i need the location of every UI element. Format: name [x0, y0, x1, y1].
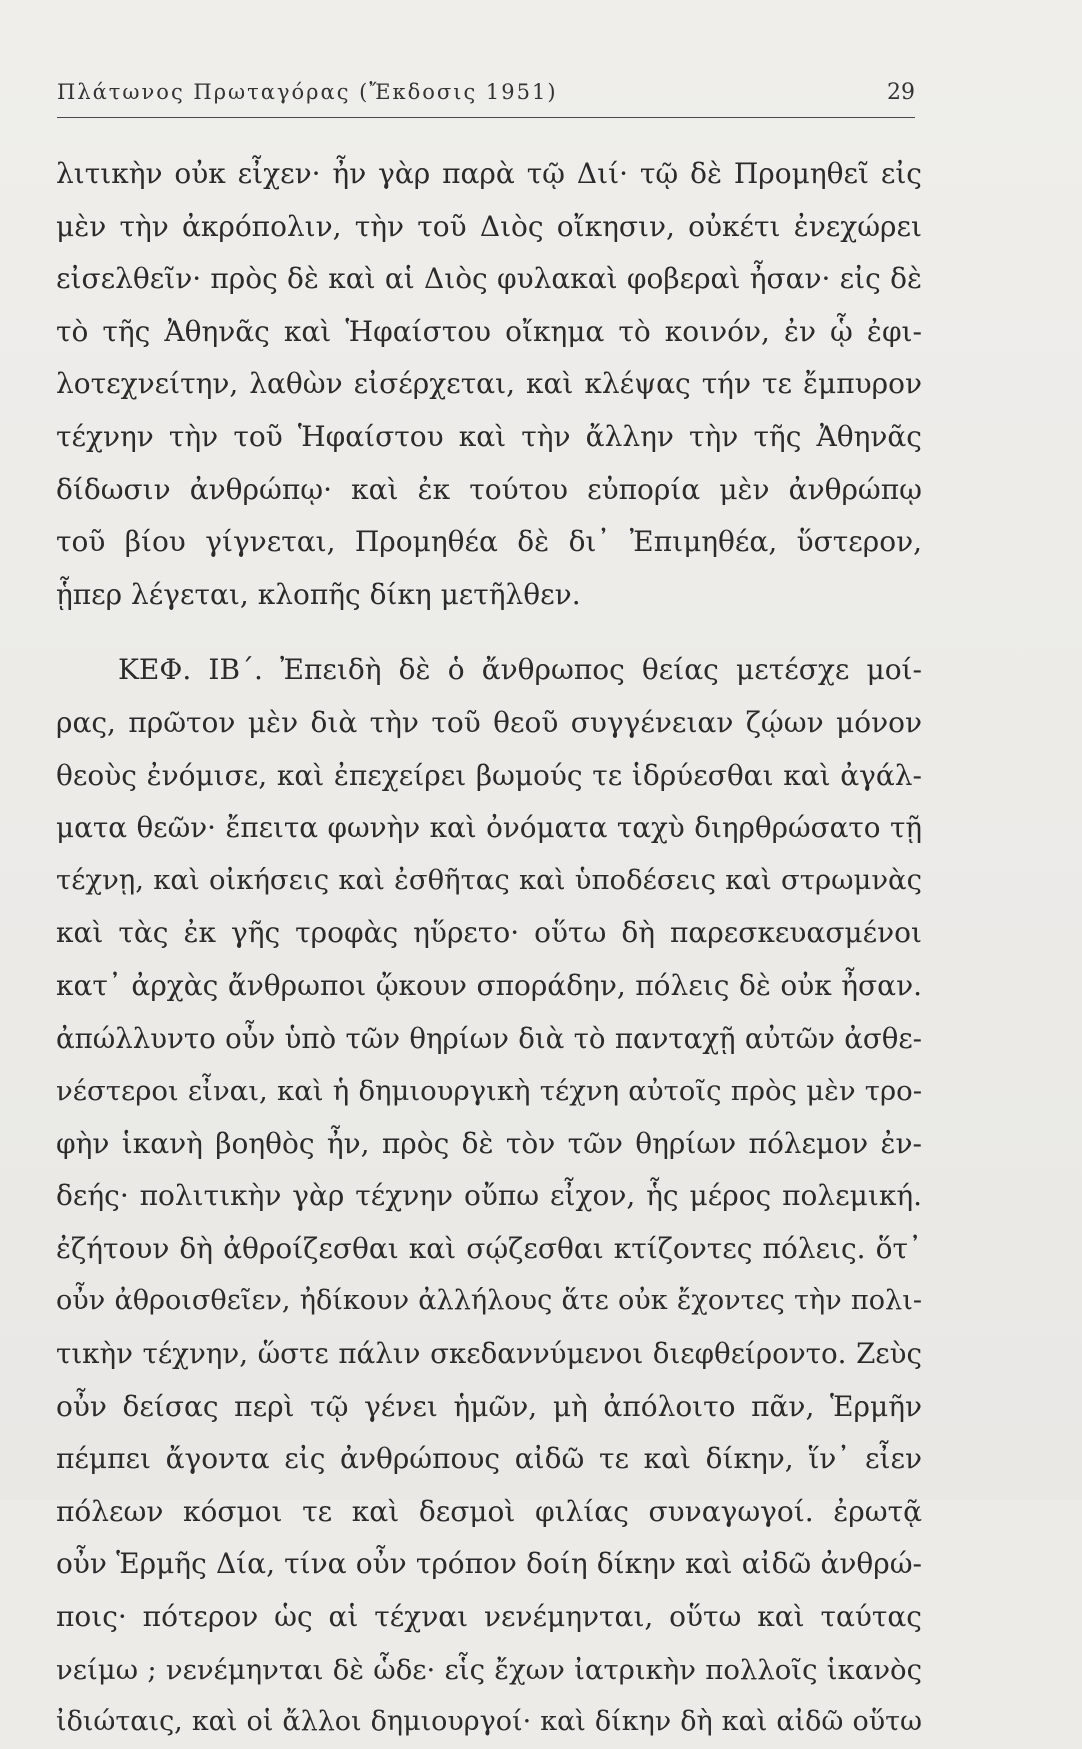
text-line: δίδωσιν ἀνθρώπῳ· καὶ ἐκ τούτου εὐπορία μὲν ἀνθρώπῳ — [56, 472, 922, 506]
text-line: ᾗπερ λέγεται, κλοπῆς δίκη μετῆλθεν. — [56, 577, 581, 611]
text-line: καὶ τὰς ἐκ γῆς τροφὰς ηὕρετο· οὕτω δὴ παρεσκευασμένοι — [56, 916, 922, 950]
text-line: οὖν ἀθροισθεῖεν, ἠδίκουν ἀλλήλους ἅτε οὐκ ἔχοντες τὴν πολι- — [56, 1285, 922, 1317]
paragraph-1 — [56, 148, 922, 621]
text-line: οὖν δείσας περὶ τῷ γένει ἡμῶν, μὴ ἀπόλοιτο πᾶν, Ἑρμῆν — [56, 1389, 922, 1423]
text-line: πέμπει ἄγοντα εἰς ἀνθρώπους αἰδῶ τε καὶ δίκην, ἵν᾽ εἶεν — [56, 1442, 922, 1476]
text-line: ἀπώλλυντο οὖν ὑπὸ τῶν θηρίων διὰ τὸ πανταχῇ αὐτῶν ἀσθε- — [56, 1021, 922, 1055]
text-line: λιτικὴν οὐκ εἶχεν· ἦν γὰρ παρὰ τῷ Διί· τῷ δὲ Προμηθεῖ εἰς — [56, 157, 922, 190]
text-line: κατ᾽ ἀρχὰς ἄνθρωποι ᾤκουν σποράδην, πόλεις δὲ οὐκ ἦσαν. — [56, 968, 922, 1002]
page-number: 29 — [887, 80, 915, 105]
paragraph-gap — [56, 621, 922, 644]
text-line: ρας, πρῶτον μὲν διὰ τὴν τοῦ θεοῦ συγγένειαν ζῴων μόνον — [56, 705, 922, 739]
text-line: οὖν Ἑρμῆς Δία, τίνα οὖν τρόπον δοίη δίκην καὶ αἰδῶ ἀνθρώ- — [56, 1547, 922, 1581]
chapter-heading-line: ΚΕΦ. ΙΒ΄. Ἐπειδὴ δὲ ὁ ἄνθρωπος θείας μετέσχε μοί- — [118, 653, 922, 687]
page-header — [57, 80, 917, 114]
text-line: τοῦ βίου γίγνεται, Προμηθέα δὲ δι᾽ Ἐπιμηθέα, ὕστερον, — [56, 525, 922, 559]
running-title: Πλάτωνος Πρωταγόρας (Ἔκδοσις 1951) — [57, 80, 558, 104]
body-text — [56, 148, 922, 1749]
text-line: ἰδιώταις, καὶ οἱ ἄλλοι δημιουργοί· καὶ δίκην δὴ καὶ αἰδῶ οὕτω — [56, 1706, 922, 1738]
text-line: δεής· πολιτικὴν γὰρ τέχνην οὔπω εἶχον, ἧς μέρος πολεμική. — [56, 1179, 922, 1213]
paragraph-2 — [56, 644, 922, 1748]
text-line: τικὴν τέχνην, ὥστε πάλιν σκεδαννύμενοι διεφθείροντο. Ζεὺς — [56, 1337, 922, 1371]
text-line: ματα θεῶν· ἔπειτα φωνὴν καὶ ὀνόματα ταχὺ διηρθρώσατο τῇ — [56, 811, 922, 845]
text-line: ποις· πότερον ὡς αἱ τέχναι νενέμηνται, οὕτω καὶ ταύτας — [56, 1600, 922, 1634]
text-line: λοτεχνείτην, λαθὼν εἰσέρχεται, καὶ κλέψας τήν τε ἔμπυρον — [56, 367, 922, 401]
text-line: τέχνῃ, καὶ οἰκήσεις καὶ ἐσθῆτας καὶ ὑποδέσεις καὶ στρωμνὰς — [56, 864, 922, 896]
text-line: πόλεων κόσμοι τε καὶ δεσμοὶ φιλίας συναγωγοί. ἐρωτᾷ — [56, 1494, 922, 1528]
text-line: τέχνην τὴν τοῦ Ἡφαίστου καὶ τὴν ἄλλην τὴν τῆς Ἀθηνᾶς — [56, 419, 922, 453]
text-line: τὸ τῆς Ἀθηνᾶς καὶ Ἡφαίστου οἴκημα τὸ κοινόν, ἐν ᾧ ἐφι- — [56, 314, 922, 348]
text-line: εἰσελθεῖν· πρὸς δὲ καὶ αἱ Διὸς φυλακαὶ φοβεραὶ ἦσαν· εἰς δὲ — [56, 262, 922, 296]
header-rule — [57, 117, 915, 118]
text-line: μὲν τὴν ἀκρόπολιν, τὴν τοῦ Διὸς οἴκησιν, οὐκέτι ἐνεχώρει — [56, 209, 922, 243]
text-line: νέστεροι εἶναι, καὶ ἡ δημιουργικὴ τέχνη αὐτοῖς πρὸς μὲν τρο- — [56, 1075, 922, 1108]
text-line: ἐζήτουν δὴ ἀθροίζεσθαι καὶ σῴζεσθαι κτίζοντες πόλεις. ὅτ᾽ — [56, 1231, 922, 1265]
text-line: νείμω ; νενέμηνται δὲ ὧδε· εἷς ἔχων ἰατρικὴν πολλοῖς ἱκανὸς — [56, 1653, 922, 1686]
text-line: φὴν ἱκανὴ βοηθὸς ἦν, πρὸς δὲ τὸν τῶν θηρίων πόλεμον ἐν- — [56, 1126, 922, 1160]
text-line: θεοὺς ἐνόμισε, καὶ ἐπεχείρει βωμούς τε ἱδρύεσθαι καὶ ἀγάλ- — [56, 758, 922, 792]
